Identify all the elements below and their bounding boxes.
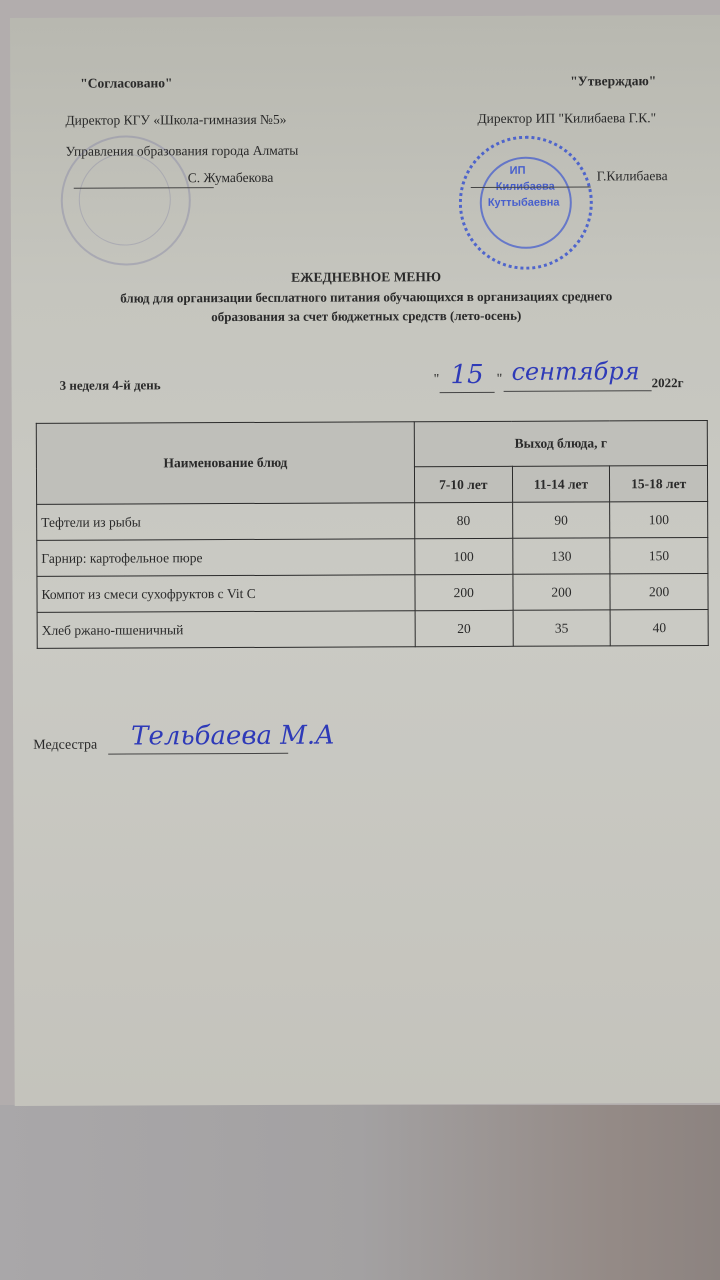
table-header-row: [36, 420, 707, 468]
yield-11-14: 90: [512, 502, 610, 538]
approval-right-signature-line: [471, 168, 591, 188]
yield-15-18: 200: [610, 573, 708, 609]
document-page: [10, 15, 720, 1106]
company-stamp: ИП Килибаева Куттыбаевна: [459, 135, 594, 270]
document-subtitle-line2: образования за счет бюджетных средств (лето-осень): [211, 307, 522, 325]
yield-7-10: 20: [415, 610, 513, 646]
nurse-signature-handwritten: Тельбаева М.А: [131, 720, 335, 752]
yield-15-18: 100: [610, 501, 708, 537]
yield-11-14: 130: [512, 538, 610, 574]
approval-left-department: Управления образования города Алматы: [65, 142, 299, 159]
age-header-11-14: 11-14 лет: [512, 466, 610, 502]
approval-right-title: "Утверждаю": [570, 73, 657, 89]
age-header-7-10: 7-10 лет: [414, 466, 512, 502]
dish-name: Гарнир: картофельное пюре: [37, 539, 415, 577]
date-quote-open: ": [433, 372, 440, 388]
approval-left-title: "Согласовано": [80, 75, 173, 91]
yield-7-10: 100: [415, 538, 513, 574]
yield-11-14: 35: [513, 610, 611, 646]
yield-11-14: 200: [513, 574, 611, 610]
yield-7-10: 200: [415, 574, 513, 610]
week-day-label: 3 неделя 4-й день: [59, 377, 161, 393]
approval-left-signer: С. Жумабекова: [187, 169, 274, 186]
table-row: [37, 573, 708, 612]
date-day-handwritten: 15: [439, 360, 494, 393]
dish-name: Тефтели из рыбы: [37, 503, 415, 541]
approval-right-signer: Г.Килибаева: [596, 168, 668, 184]
dish-name: Компот из смеси сухофруктов с Vit C: [37, 575, 415, 613]
portion-yield-header: Выход блюда, г: [414, 420, 707, 466]
dish-name-header: Наименование блюд: [36, 422, 414, 505]
table-row: [37, 537, 708, 576]
document-subtitle-line1: блюд для организации бесплатного питания обучающихся в организациях среднего: [120, 288, 613, 306]
table-row: [37, 501, 708, 540]
date-month-handwritten: сентября: [503, 353, 651, 392]
yield-15-18: 150: [610, 537, 708, 573]
age-header-15-18: 15-18 лет: [610, 465, 708, 501]
date-year: 2022г: [651, 375, 684, 391]
approval-left-position: Директор КГУ «Школа-гимназия №5»: [65, 111, 287, 128]
table-row: [37, 609, 708, 648]
yield-7-10: 80: [415, 502, 513, 538]
nurse-label: Медсестра: [33, 737, 98, 753]
document-title: ЕЖЕДНЕВНОЕ МЕНЮ: [291, 269, 442, 285]
date-quote-close: ": [496, 371, 503, 387]
menu-table: [36, 420, 709, 649]
yield-15-18: 40: [610, 609, 708, 645]
dish-name: Хлеб ржано-пшеничный: [37, 611, 415, 649]
table-surface: [0, 1105, 720, 1280]
approval-right-position: Директор ИП "Килибаева Г.К.": [477, 110, 657, 126]
